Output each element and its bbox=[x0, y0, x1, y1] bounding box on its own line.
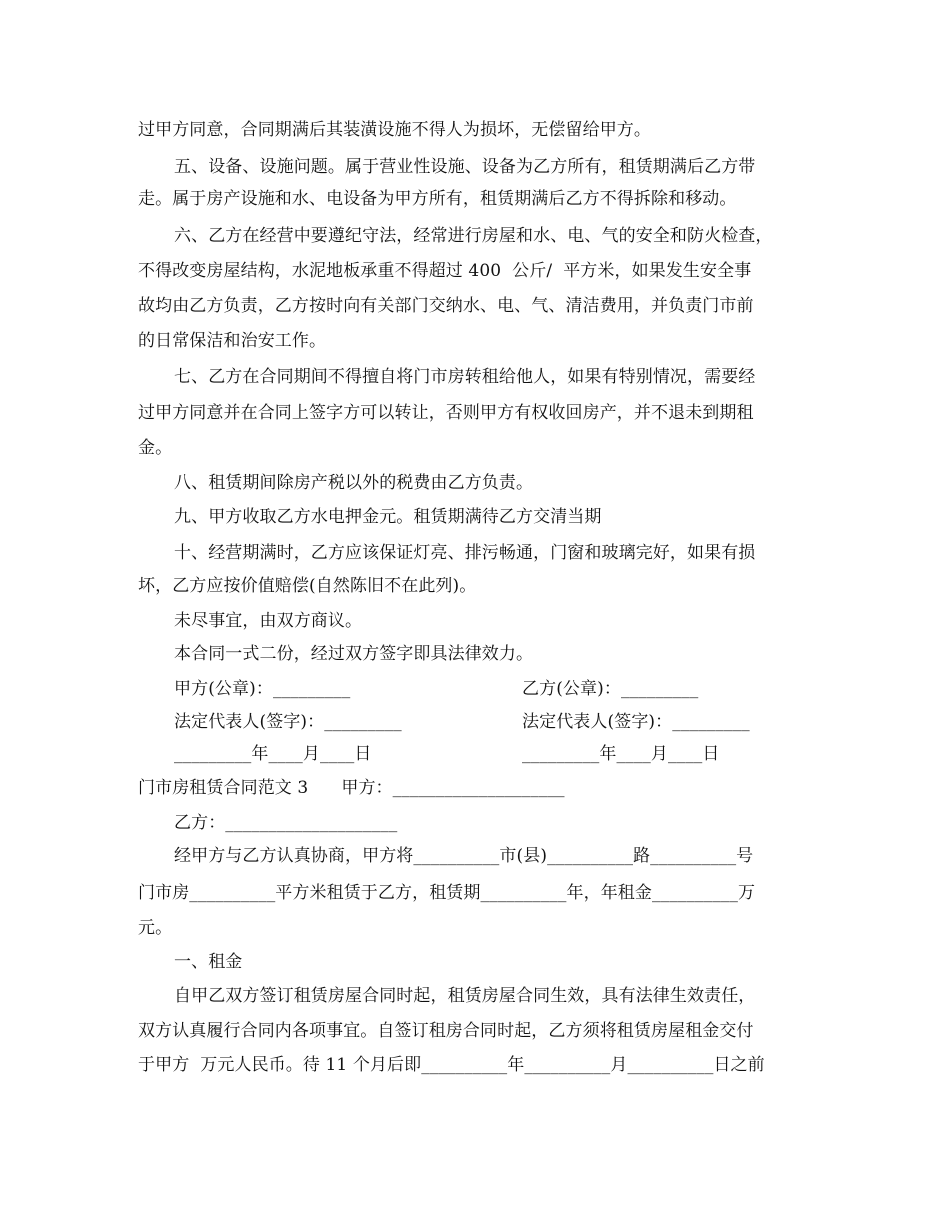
text-line: 坏，乙方应按价值赔偿(自然陈旧不在此列)。 bbox=[138, 576, 477, 596]
contract-party-b: 乙方：____________________ bbox=[174, 813, 398, 833]
text-line: 门市房__________平方米租赁于乙方，租赁期__________年，年租金__________万 bbox=[138, 883, 756, 903]
text-line: 十、经营期满时，乙方应该保证灯亮、排污畅通，门窗和玻璃完好，如果有损 bbox=[174, 543, 756, 563]
party-a-seal: 甲方(公章)：_________ bbox=[174, 679, 351, 699]
party-b-representative: 法定代表人(签字)：_________ bbox=[522, 712, 750, 732]
text-line: 走。属于房产设施和水、电设备为甲方所有，租赁期满后乙方不得拆除和移动。 bbox=[138, 189, 737, 209]
text-line: 自甲乙双方签订租赁房屋合同时起，租赁房屋合同生效，具有法律生效责任， bbox=[174, 986, 756, 1006]
text-line: 九、甲方收取乙方水电押金元。租赁期满待乙方交清当期 bbox=[174, 507, 602, 527]
text-line: 本合同一式二份，经过双方签字即具法律效力。 bbox=[174, 644, 534, 664]
section-heading: 一、租金 bbox=[174, 952, 243, 972]
text-line: 八、租赁期间除房产税以外的税费由乙方负责。 bbox=[174, 473, 534, 493]
text-line: 六、乙方在经营中要遵纪守法，经常进行房屋和水、电、气的安全和防火检查， bbox=[174, 226, 773, 246]
text-line: 金。 bbox=[138, 438, 173, 458]
text-line: 过甲方同意，合同期满后其装潢设施不得人为损坏，无偿留给甲方。 bbox=[138, 120, 651, 140]
text-line: 未尽事宜，由双方商议。 bbox=[174, 611, 363, 631]
text-line: 元。 bbox=[138, 918, 173, 938]
text-line: 于甲方 万元人民币。待 11 个月后即__________年__________月__________日之前 bbox=[138, 1055, 765, 1075]
contract-title-line: 门市房租赁合同范文 3 甲方：____________________ bbox=[138, 778, 565, 798]
text-line: 经甲方与乙方认真协商，甲方将__________市(县)__________路__________号 bbox=[174, 846, 754, 866]
text-line: 七、乙方在合同期间不得擅自将门市房转租给他人，如果有特别情况，需要经 bbox=[174, 367, 756, 387]
text-line: 故均由乙方负责，乙方按时向有关部门交纳水、电、气、清洁费用，并负责门市前 bbox=[138, 296, 754, 316]
text-line: 双方认真履行合同内各项事宜。自签订租房合同时起，乙方须将租赁房屋租金交付 bbox=[138, 1021, 754, 1041]
party-b-date: _________年____月____日 bbox=[522, 744, 720, 764]
party-b-seal: 乙方(公章)：_________ bbox=[522, 679, 699, 699]
text-line: 不得改变房屋结构，水泥地板承重不得超过 400 公斤/ 平方米，如果发生安全事 bbox=[138, 261, 752, 281]
party-a-representative: 法定代表人(签字)：_________ bbox=[174, 712, 402, 732]
text-line: 五、设备、设施问题。属于营业性设施、设备为乙方所有，租赁期满后乙方带 bbox=[174, 157, 756, 177]
text-line: 过甲方同意并在合同上签字方可以转让，否则甲方有权收回房产，并不退未到期租 bbox=[138, 403, 754, 423]
party-a-date: _________年____月____日 bbox=[174, 744, 372, 764]
text-line: 的日常保洁和治安工作。 bbox=[138, 331, 327, 351]
